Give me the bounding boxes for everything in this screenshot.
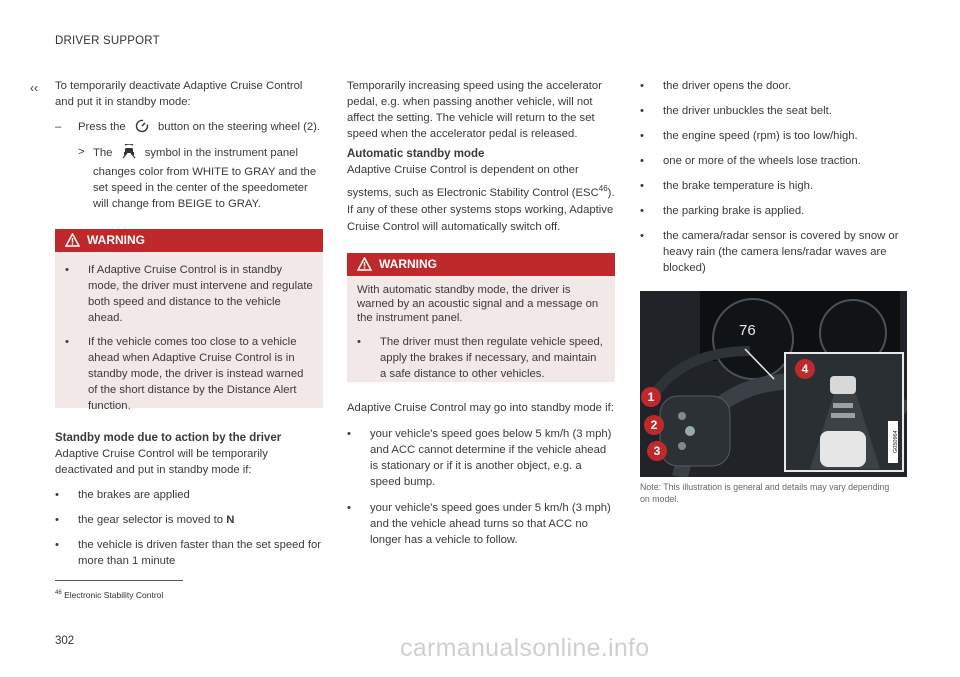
warning-triangle-icon (65, 233, 80, 247)
step-result: > The symbol in the instrument panel changes color from WHITE to GRAY and the set speed in the center of the speedometer will change from BEIGE to GRAY. (78, 146, 317, 210)
list-item: • If Adaptive Cruise Control is in standby mode, the driver must intervene and regulate both speed and distance to the vehicle ahead. (65, 264, 313, 324)
speed-readout: 76 (739, 322, 756, 339)
warning-triangle-icon (357, 257, 372, 271)
figure-caption: Note: This illustration is general and details may vary depending on model. (640, 482, 890, 504)
dash-mark: – (55, 121, 62, 133)
callout-3: 3 (647, 441, 667, 461)
watermark: carmanualsonline.info (400, 634, 650, 662)
column-1 (55, 78, 323, 569)
list-item: • the camera/radar sensor is covered by snow or heavy rain (the camera lens/radar waves are blocked) (640, 230, 899, 274)
list-item: • the driver opens the door. (640, 80, 792, 92)
warning-box-2 (347, 253, 615, 382)
list-item: • the vehicle is driven faster than the set speed for more than 1 minute (55, 539, 322, 567)
page-header: DRIVER SUPPORT (55, 35, 160, 47)
warning-header: WARNING (55, 229, 323, 252)
list-item: • the gear selector is moved to N (55, 514, 235, 526)
list-item: • your vehicle's speed goes below 5 km/h (3 mph) and ACC cannot determine if the vehicle ahead is stationary or if it is another object, e.g. a speed bump. (347, 427, 612, 488)
page-number: 302 (55, 635, 75, 647)
list-item: • the driver unbuckles the seat belt. (640, 105, 832, 117)
list-item: • If the vehicle comes too close to a vehicle ahead when Adaptive Cruise Control is in standby mode, the driver is instead warned of the short distance by the Distance Alert function. (65, 336, 304, 412)
list-item: • one or more of the wheels lose traction. (640, 155, 861, 167)
column-2 (347, 78, 615, 548)
warning-box-1 (55, 229, 323, 412)
list-item: • your vehicle's speed goes under 5 km/h (3 mph) and the vehicle ahead turns so that ACC no longer has a vehicle to follow. (347, 501, 611, 546)
footnote-divider (55, 580, 183, 581)
list-item: • the brake temperature is high. (640, 180, 814, 192)
list-item: • the engine speed (rpm) is too low/high. (640, 130, 858, 142)
gear-n: N (226, 514, 235, 526)
paragraph: Temporarily increasing speed using the accelerator pedal, e.g. when passing another vehicle, will not affect the setting. The vehicle will return to the set speed when the accelerator pedal is released. (347, 80, 602, 140)
figure-code: G050964 (888, 421, 898, 463)
callout-4: 4 (795, 359, 815, 379)
intro-text: To temporarily deactivate Adaptive Cruise Control and put it in standby mode: (55, 80, 303, 108)
list-item: • The driver must then regulate vehicle speed, apply the brakes if necessary, and maintain a safe distance to other vehicles. (357, 335, 603, 380)
column-3 (640, 78, 910, 322)
list-item: • the brakes are applied (55, 489, 190, 501)
paragraph: Adaptive Cruise Control may go into standby mode if: (347, 401, 614, 414)
step-item: – Press the button on the steering wheel (2). (55, 119, 323, 138)
section-text: Adaptive Cruise Control will be temporarily deactivated and put in standby mode if: (55, 448, 268, 476)
steering-wheel-illustration (640, 291, 907, 477)
cruise-standby-icon (135, 119, 149, 138)
chevron-right-icon: > (78, 146, 85, 158)
warning-body: With automatic standby mode, the driver is warned by an acoustic signal and a message on the instrument panel. • The driver must then regulate vehicle speed, apply the brakes if necessary, and maintain a safe distance to other vehicles. (347, 276, 615, 392)
section-heading: Standby mode due to action by the driver (55, 432, 282, 444)
list-item: • the parking brake is applied. (640, 205, 805, 217)
cruise-control-car-icon (121, 144, 137, 164)
callout-1: 1 (641, 387, 661, 407)
section-heading: Automatic standby mode (347, 148, 485, 160)
warning-body (55, 252, 323, 424)
callout-2: 2 (644, 415, 664, 435)
dashboard-graphic (640, 291, 907, 477)
warning-header: WARNING (347, 253, 615, 276)
back-nav-mark[interactable]: ‹‹ (30, 81, 38, 95)
paragraph: Adaptive Cruise Control is dependent on other systems, such as Electronic Stability Control (ESC$^{46}$). If any of these other systems stops working, Adaptive Cruise Control will automatically switch off. (347, 164, 615, 234)
footnote-ref: 46 (598, 183, 608, 193)
footnote: $^{46}$ Electronic Stability Control (55, 589, 164, 600)
